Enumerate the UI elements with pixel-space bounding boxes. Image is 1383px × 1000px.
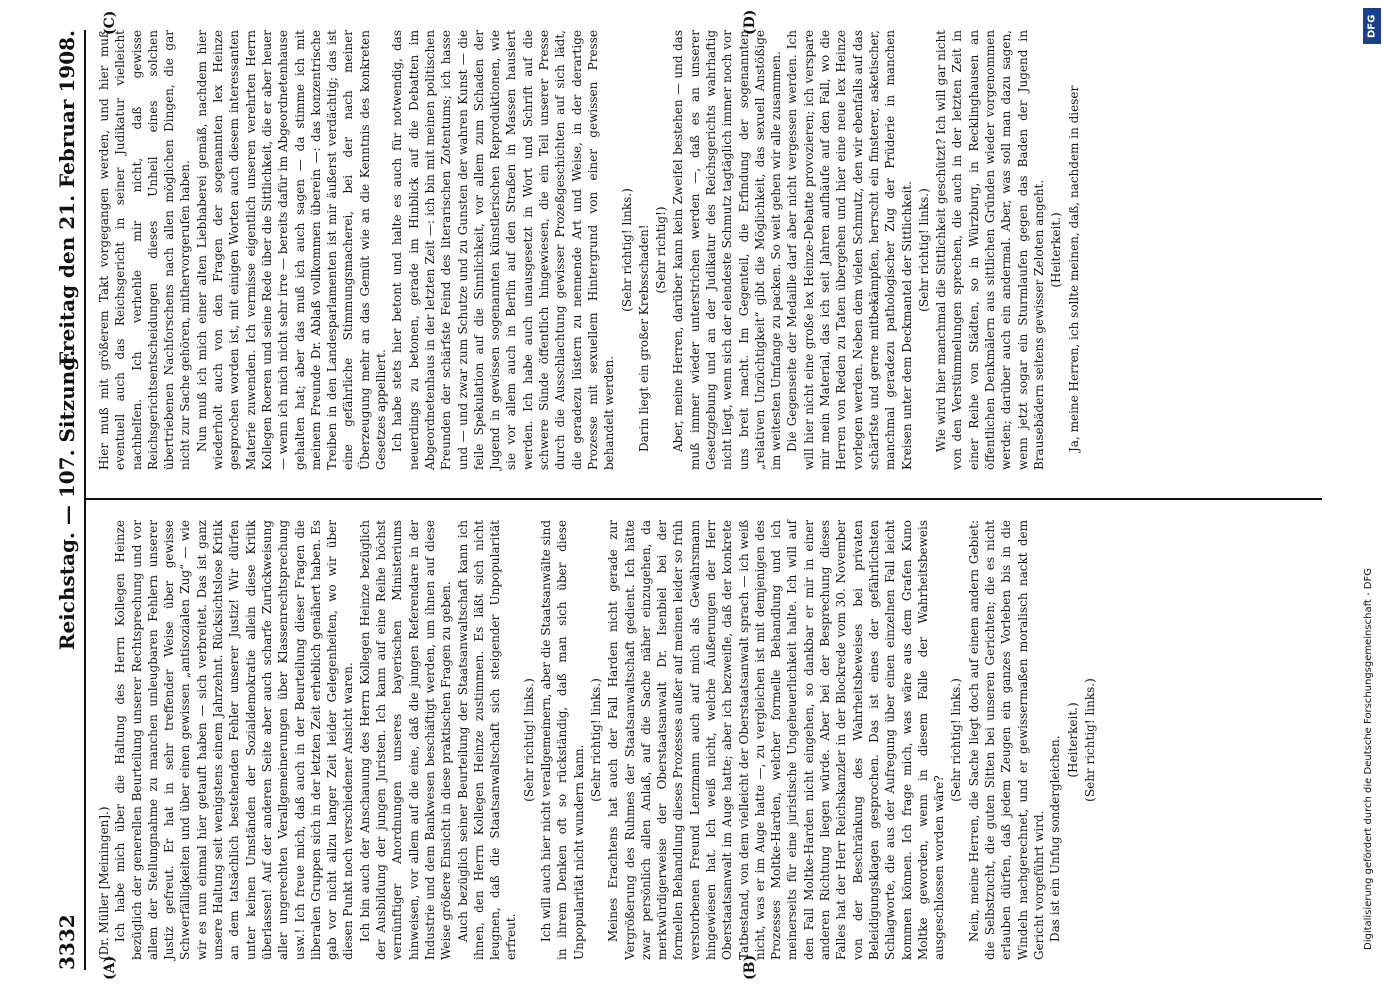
interjection: (Heiterkeit.) — [1048, 212, 1063, 288]
paragraph: Ich habe stets hier betont und halte es auch für notwendig, das neuerdings zu betonen, gerade im Hinblick auf die Debatten im Abgeordnetenhaus in der letzten Zeit —: ich bin mit meinen politischen Freunden der schärfste Feind des literarischen Zotentums; ich hasse und — und zwar zum Schutze und zu Gunsten der wahren Kunst — die feile Spekulation auf die Sinnlichkeit, vor allem zum Schaden der Jugend in gewissen sogenannten künstlerischen Reproduktionen, wie sie vor allem auch in Berlin auf den Straßen in Massen hausiert werden. Ich habe auch unausgesetzt in Wort und Schrift auf die schwere Sünde öffentlich hingewiesen, die ein Teil unserer Presse durch die Ausschlachtung gewisser Prozeßgeschichten auf sich lädt, die geradezu lüstern zu nennende Art und Weise, in der derartige Prozesse mit sexuellem Hintergrund von einer gewissen Presse behandelt werden. — [389, 30, 616, 470]
interjection: (Heiterkeit.) — [1065, 702, 1080, 778]
right-column — [96, 30, 1322, 470]
paragraph: Hier muß mit größerem Takt vorgegangen werden, und hier muß eventuell auch das Reichsgericht in seiner Judikatur vielleicht nachhelfen. Ich verhehle mir nicht, daß gewisse Reichsgerichtsentscheidungen dieses Unheil eines solchen übertriebenen Nachforschens nach allen möglichen Dingen, die gar nicht zur Sache gehören, mithervorgerufen haben. — [96, 30, 192, 470]
page-number: 3332 — [54, 914, 79, 970]
header-rule — [84, 30, 86, 970]
speaker-note: (Dr. Müller [Meiningen].) — [96, 806, 111, 960]
paragraph: Darin liegt ein großer Krebsschaden! — [636, 224, 651, 452]
dfg-logo: DFG — [1363, 8, 1381, 44]
credit-text: Digitalisierung gefördert durch die Deutsche Forschungsgemeinschaft - DFG — [1363, 567, 1374, 950]
paragraph: Meines Erachtens hat auch der Fall Harden nicht gerade zur Vergrößerung des Ruhmes der Staatsanwaltschaft gedient. Ich hätte zwar persönlich allen Anlaß, auf die Sache näher einzugehen, da merkwürdigerweise der Oberstaatsanwalt Dr. Isenbiel bei der formellen Behandlung dieses Prozesses außer auf meinen leider so früh verstorbenen Freund Lenzmann auch auf mich als Gewährsmann hingewiesen hat. Ich weiß nicht, welche Äußerungen der Herr Oberstaatsanwalt im Auge hatte; aber ich bezweifle, daß der konkrete Tatbestand, von dem vielleicht der Oberstaatsanwalt sprach — ich weiß nicht, was er im Auge hatte —, zu vergleichen ist mit demjenigen des Prozesses Moltke-Harden, welcher formelle Behandlung und ich meinerseits für eine juristische Ungeheuerlichkeit halte. Ich will auf den Fall Moltke-Harden nicht eingehen, so dankbar er mir in einer anderen Richtung liegen würde. Aber bei der Besprechung dieses Falles hat der Herr Reichskanzler in der Blockrede vom 30. November von der Beschränkung des Wahrheitsbeweises bei privaten Beleidigungsklagen gesprochen. Das ist eines der gefährlichsten Schlagworte, die aus der Aufregung über einen einzelnen Fall leicht kommen können. Ich frage mich, was wäre aus dem Grafen Kuno Moltke geworden, wenn in diesem Falle der Wahrheitsbeweis ausgeschlossen worden wäre? — [605, 520, 946, 960]
column-divider — [86, 498, 1322, 500]
margin-marker-a: (A) — [101, 955, 118, 980]
interjection: (Sehr richtig! links.) — [948, 678, 963, 802]
paragraph: Auch bezüglich seiner Beurteilung der Staatsanwaltschaft kann ich ihnen, den Herrn Kollegen Heinze zustimmen. Es läßt sich nicht leugnen, daß die Staatsanwaltschaft sich steigender Unpopularität erfreut. — [455, 520, 518, 960]
document-page — [42, 10, 1342, 990]
margin-marker-b: (B) — [741, 954, 758, 980]
interjection: (Sehr richtig! links.) — [521, 678, 536, 802]
interjection: (Sehr richtig! links.) — [619, 188, 633, 312]
paragraph: Aber, meine Herren, darüber kann kein Zweifel bestehen — und das muß immer wieder unterstrichen werden —, daß es an unserer Gesetzgebung und an der Judikatur des Reichsgerichts wahrhaftig nicht liegt, wenn sich der elendeste Schmutz tagtäglich immer noch vor uns breit macht. Im Gegenteil, die Erfindung der sogenannten „relativen Unzüchtigkeit“ gibt die Möglichkeit, das sexuell Anstößige im weitesten Umfange zu packen. So weit gehen wir alle zusammen. — [670, 30, 783, 470]
interjection: (Sehr richtig!) — [653, 206, 668, 294]
interjection: (Sehr richtig! links.) — [588, 678, 603, 802]
paragraph: Ich habe mich über die Haltung des Herrn Kollegen Heinze bezüglich der generellen Beurteilung unserer Rechtsprechung und vor allem der Stellungnahme zu manchen unleugbaren Fehlern unserer Justiz gefreut. Er hat in sehr treffender Weise über gewisse Schwerfälligkeiten und über einen gewissen „antisozialen Zug“ — wie wir es nun einmal hier getauft haben — sich verbreitet. Das ist ganz unsere Haltung seit wenigstens einem Jahrzehnt. Rücksichtslose Kritik an dem tatsächlich bestehenden Fehler unserer Justiz! Wir dürfen unter keinen Umständen der Sozialdemokratie allein diese Kritik überlassen! Auf der anderen Seite aber auch scharfe Zurückweisung aller ungerechten Verallgemeinerungen über Klassenrechtsprechung usw.! Ich freue mich, daß auch in der Beurteilung dieser Fragen die liberalen Gruppen sich in der letzten Zeit erheblich genähert haben. Es gab vor nicht allzu langer Zeit leider Gelegenheiten, wo wir über diesen Punkt noch verschiedener Ansicht waren. — [112, 520, 355, 960]
interjection: (Sehr richtig! links.) — [916, 188, 931, 312]
paragraph: Nun muß ich mich einer alten Liebhaberei gemäß, nachdem hier wiederholt auch von den Fragen der sogenannten lex Heinze gesprochen worden ist, mit einigen Worten auch diesem interessanten Materie zuwenden. Ich vermisse eigentlich unseren verehrten Herrn Kollegen Roeren und seine Rede über die Sittlichkeit, die er aber heuer — wenn ich mich nicht sehr irre — bereits dafür im Abgeordnetenhause gehalten hat; aber das muß ich auch sagen — da stimme ich mit meinem Freunde Dr. Ablaß vollkommen überein —: das konzentrische Treiben in den Landesparlamenten ist mir äußerst verdächtig; das ist eine gefährliche Stimmungsmacherei, bei der nach meiner Überzeugung mehr an das Gemüt wie an die Kenntnis des konkreten Gesetzes appelliert. — [194, 30, 388, 470]
paragraph: Wie wird hier manchmal die Sittlichkeit geschützt? Ich will gar nicht von den Verstümmelungen sprechen, die auch in der letzten Zeit in einer Reihe von Städten, so in Würzburg, in Recklinghausen an öffentlichen Denkmälern aus sittlichen Gründen wieder vorgenommen werden; darüber auch ein andermal. Aber, was soll man dazu sagen, wenn jetzt sogar ein Sturmlaufen gegen das Baden der Jugend in Brausebädern seitens gewisser Zeloten angeht. — [933, 30, 1046, 470]
page-date: Freitag den 21. Februar 1908. — [54, 30, 79, 366]
margin-marker-c: (C) — [101, 10, 118, 35]
margin-marker-d: (D) — [741, 9, 758, 35]
paragraph: Das ist ein Unfug sondergleichen. — [1047, 735, 1062, 942]
page-title: Reichstag. — 107. Sitzung. — [54, 349, 79, 651]
left-column — [96, 520, 1322, 960]
paragraph: Ich will auch hier nicht verallgemeinern, aber die Staatsanwälte sind in ihrem Denken oft so rückständig, daß man sich über diese Unpopularität nicht wundern kann. — [538, 520, 586, 960]
paragraph: Nein, meine Herren, die Sache liegt doch auf einem andern Gebiet: die Selbstzucht, die guten Sitten bei unseren Gerichten; die es nicht erlauben dürfen, daß jedem Zeugen ein ganzes Vorleben bis in die Windeln nachgerechnet, und er gewissermaßen moralisch nackt dem Gericht vorgeführt wird. — [966, 520, 1046, 960]
interjection: (Sehr richtig! links.) — [1082, 678, 1097, 802]
paragraph: Ja, meine Herren, ich sollte meinen, daß, nachdem in dieser — [1066, 85, 1081, 452]
paragraph: Die Gegenseite der Medaille darf aber nicht vergessen werden. Ich will hier nicht eine große lex Heinze-Debatte provozieren; ich verspare mir mein Material, das ich seit Jahren aufhäufe auf den Fall, wo die Herren von Reden zu Taten übergehen und hier eine neue lex Heinze vorlegen werden. Neben dem vielen Schmutz, den wir ebenfalls auf das schärfste und gerne mitbekämpfen, herrscht ein finsterer, asketischer, manchmal geradezu pathologischer Zug der Prüderie in manchen Kreisen unter dem Deckmantel der Sittlichkeit. — [784, 30, 914, 470]
digitization-credit — [1361, 0, 1383, 1000]
paragraph: Ich bin auch der Anschauung des Herrn Kollegen Heinze bezüglich der Ausbildung der jungen Juristen. Ich kann auf eine Reihe höchst vernünftiger Anordnungen unseres bayerischen Ministeriums hinweisen, vor allem auf die eine, daß die jungen Referendare in der Industrie und dem Bankwesen beschäftigt werden, um ihnen auf diese Weise größere Einsicht in diese praktischen Fragen zu geben. — [357, 520, 453, 960]
page-header — [52, 30, 82, 970]
